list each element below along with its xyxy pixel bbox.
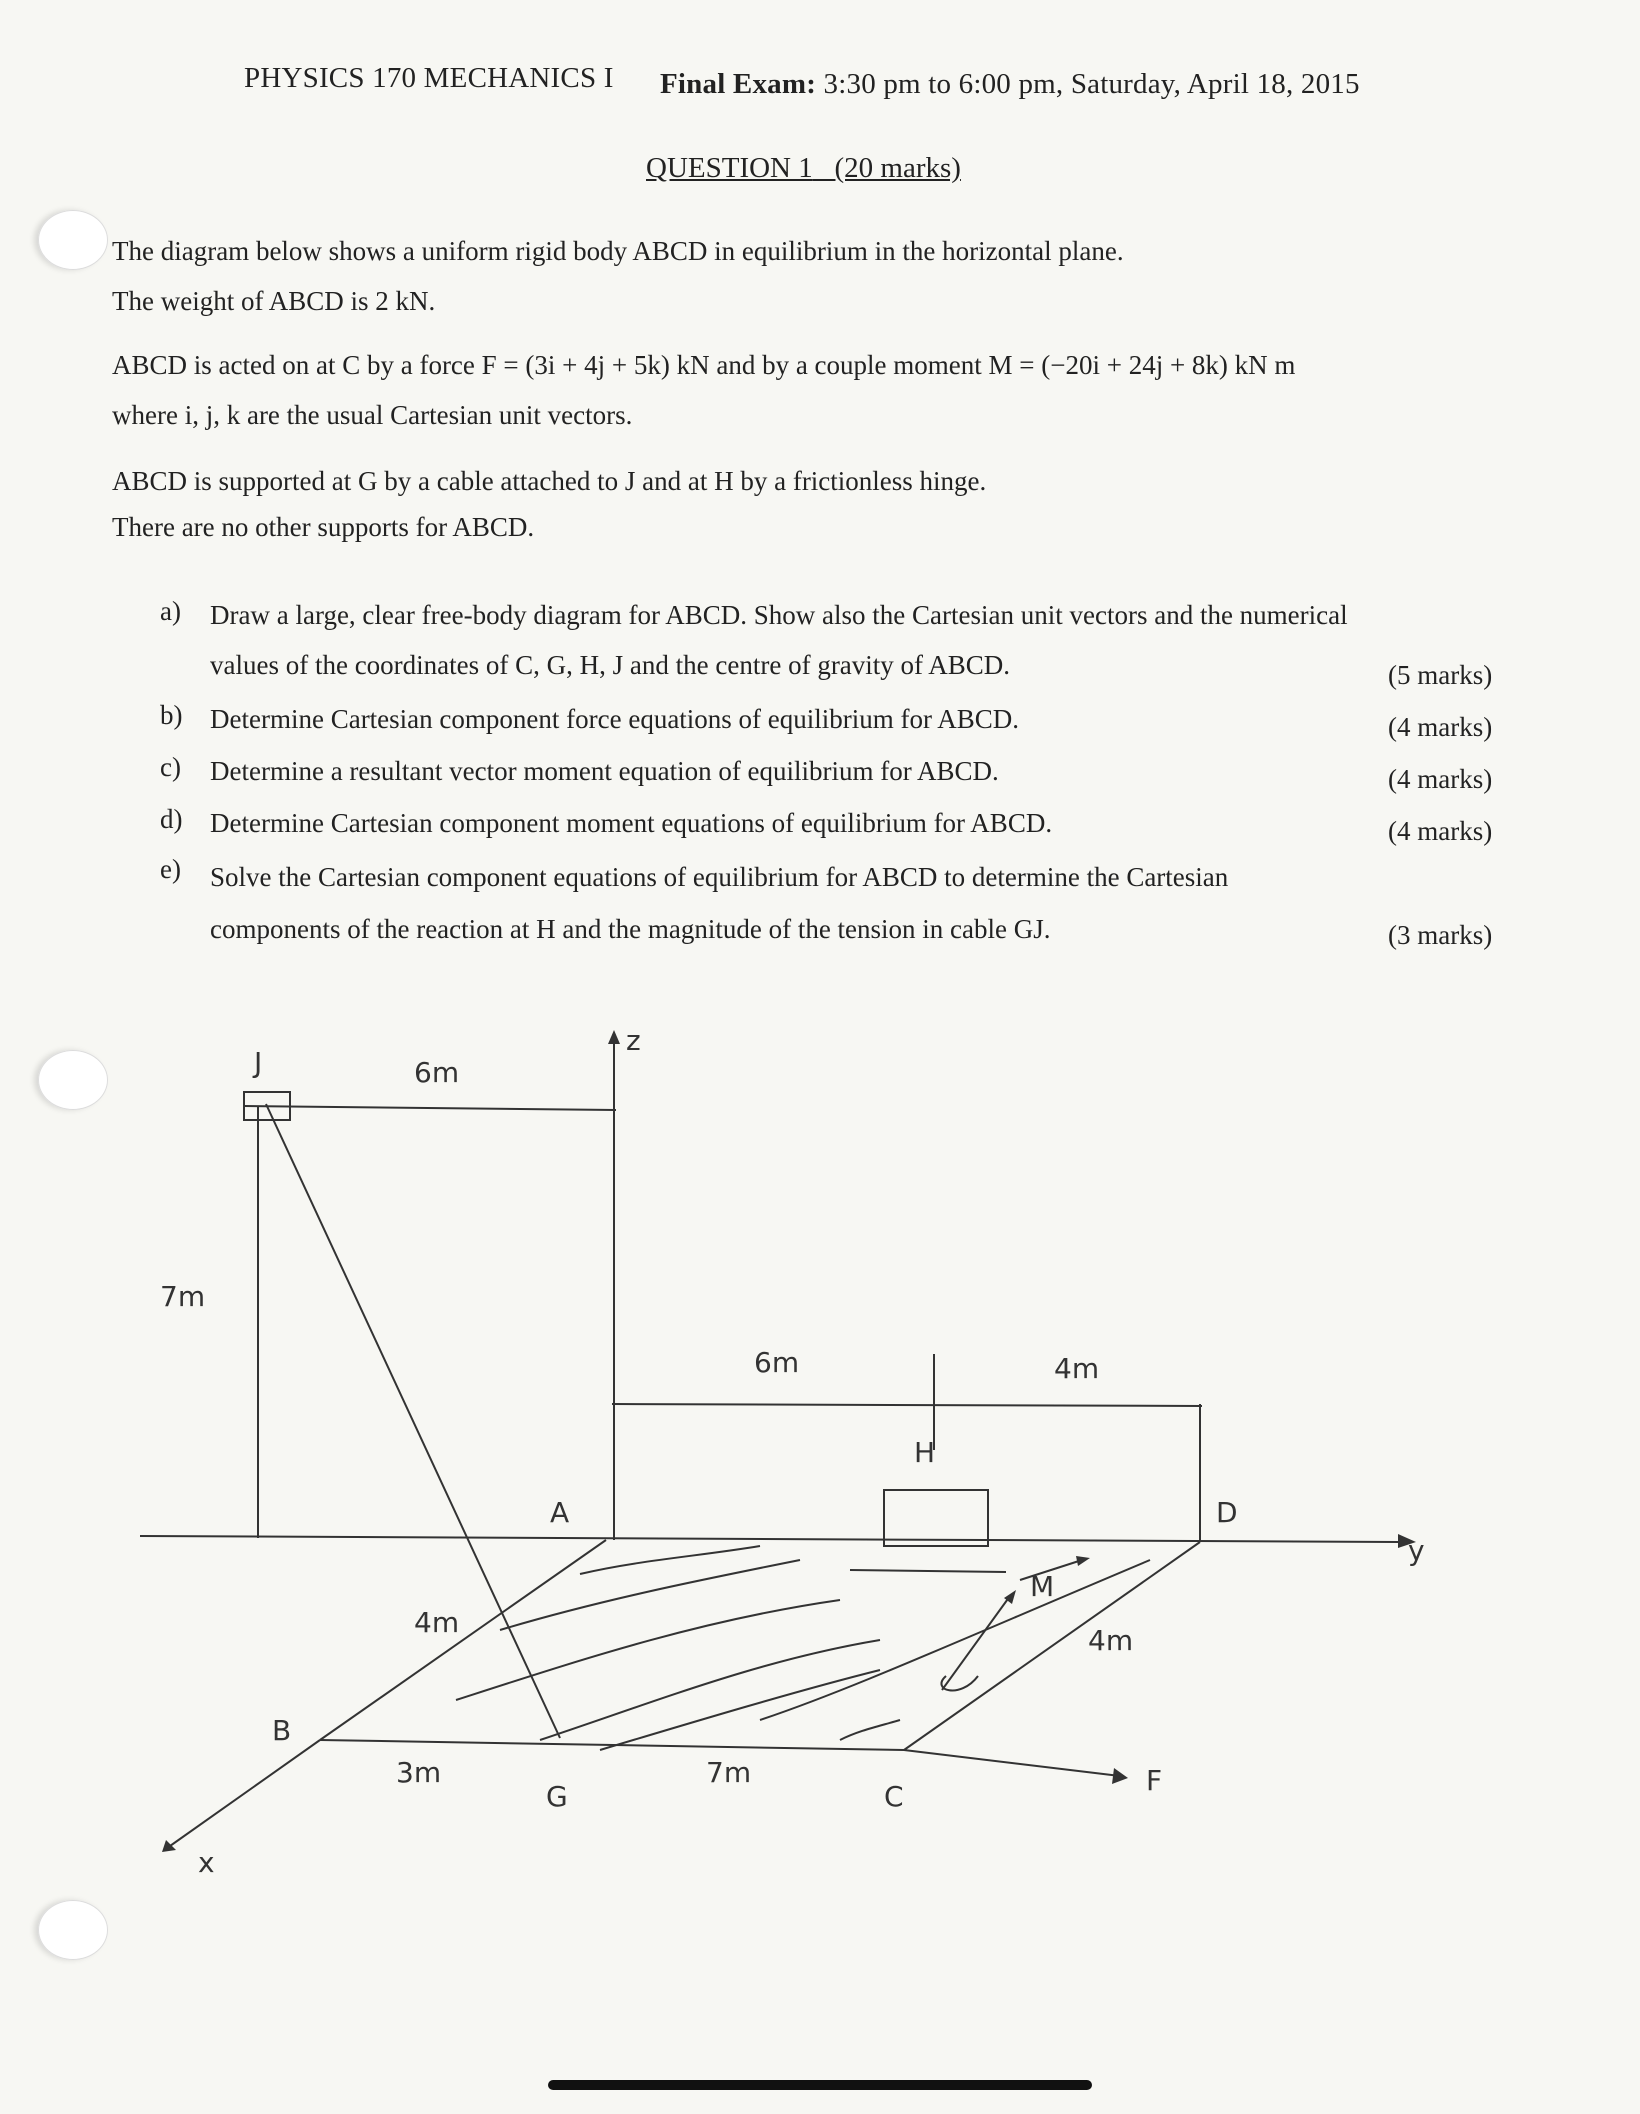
label-F: F	[1146, 1764, 1163, 1797]
F-arrowhead	[1112, 1768, 1128, 1784]
intro-line-1: The diagram below shows a uniform rigid body ABCD in equilibrium in the horizontal plane.	[112, 236, 1124, 266]
intro-line-6: There are no other supports for ABCD.	[112, 512, 535, 542]
label-mid-6m: 6m	[754, 1346, 800, 1379]
part-e-text-2: components of the reaction at H and the magnitude of the tension in cable GJ.	[210, 914, 1051, 944]
hatch-4	[540, 1640, 880, 1740]
x-axis	[170, 1740, 320, 1846]
question-marks: (20 marks)	[834, 152, 961, 184]
course-title: PHYSICS 170 MECHANICS I	[244, 62, 614, 94]
part-d-text: Determine Cartesian component moment equations of equilibrium for ABCD.	[210, 808, 1053, 838]
part-a-text: Draw a large, clear free-body diagram for ABCD. Show also the Cartesian unit vectors and the numerical	[210, 600, 1348, 630]
part-a-text-2: values of the coordinates of C, G, H, J and the centre of gravity of ABCD.	[210, 650, 1011, 680]
x-arrowhead	[162, 1840, 176, 1852]
intro-line-3: ABCD is acted on at C by a force F = (3i + 4j + 5k) kN and by a couple moment M = (−20i + 24j + 8k) kN m	[112, 350, 1296, 380]
label-height-7m: 7m	[160, 1280, 206, 1313]
hinge-H	[884, 1490, 988, 1546]
intro-line-4: where i, j, k are the usual Cartesian unit vectors.	[112, 400, 633, 430]
label-bottom-3m: 3m	[396, 1756, 442, 1789]
hinge-base	[850, 1570, 1006, 1572]
part-e-marks: (3 marks)	[1388, 920, 1493, 950]
part-d-marks: (4 marks)	[1388, 816, 1493, 846]
label-J: J	[254, 1046, 263, 1079]
home-indicator[interactable]	[548, 2080, 1092, 2090]
label-M: M	[1030, 1570, 1055, 1603]
label-x: x	[198, 1846, 215, 1879]
intro-line-2: The weight of ABCD is 2 kN.	[112, 286, 436, 316]
part-b-marks: (4 marks)	[1388, 712, 1493, 742]
mid-dimension-line	[612, 1404, 1202, 1406]
label-bottom-7m: 7m	[706, 1756, 752, 1789]
part-d-letter: d)	[160, 804, 183, 834]
edge-A-B	[320, 1540, 606, 1740]
label-H: H	[914, 1436, 936, 1469]
intro-line-5: ABCD is supported at G by a cable attached to J and at H by a frictionless hinge.	[112, 466, 987, 496]
hatch-6	[840, 1720, 900, 1740]
label-C: C	[884, 1780, 904, 1813]
label-D: D	[1216, 1496, 1238, 1529]
exam-time: 3:30 pm to 6:00 pm, Saturday, April 18, 2015	[823, 68, 1360, 100]
edge-B-C	[320, 1740, 904, 1750]
part-b-letter: b)	[160, 700, 183, 730]
part-c-text: Determine a resultant vector moment equation of equilibrium for ABCD.	[210, 756, 999, 786]
part-a-letter: a)	[160, 596, 181, 626]
label-side-4m: 4m	[414, 1606, 460, 1639]
label-mid-4m: 4m	[1054, 1352, 1100, 1385]
y-axis	[140, 1536, 1400, 1542]
exam-label-text: Final Exam:	[660, 68, 817, 100]
cable-J-G	[266, 1104, 560, 1738]
M-arrowhead	[1076, 1556, 1090, 1566]
label-top-6m: 6m	[414, 1056, 460, 1089]
top-dimension-line	[244, 1106, 616, 1110]
part-c-letter: c)	[160, 752, 181, 782]
part-a-marks: (5 marks)	[1388, 660, 1493, 690]
z-arrowhead	[608, 1030, 620, 1044]
part-c-marks: (4 marks)	[1388, 764, 1493, 794]
part-b-text: Determine Cartesian component force equations of equilibrium for ABCD.	[210, 704, 1020, 734]
label-A: A	[550, 1496, 570, 1529]
question-number: QUESTION 1	[646, 152, 813, 184]
force-F	[904, 1750, 1120, 1776]
part-e-letter: e)	[160, 854, 181, 884]
label-z: z	[626, 1024, 641, 1057]
hatch-3	[456, 1600, 840, 1700]
label-B: B	[272, 1714, 292, 1747]
label-y: y	[1408, 1534, 1425, 1567]
label-G: G	[546, 1780, 568, 1813]
part-e-text: Solve the Cartesian component equations of equilibrium for ABCD to determine the Cartesian	[210, 862, 1229, 892]
hatch-2	[500, 1560, 800, 1630]
hatch-7	[600, 1670, 880, 1750]
hatch-1	[580, 1546, 760, 1574]
label-right-4m: 4m	[1088, 1624, 1134, 1657]
